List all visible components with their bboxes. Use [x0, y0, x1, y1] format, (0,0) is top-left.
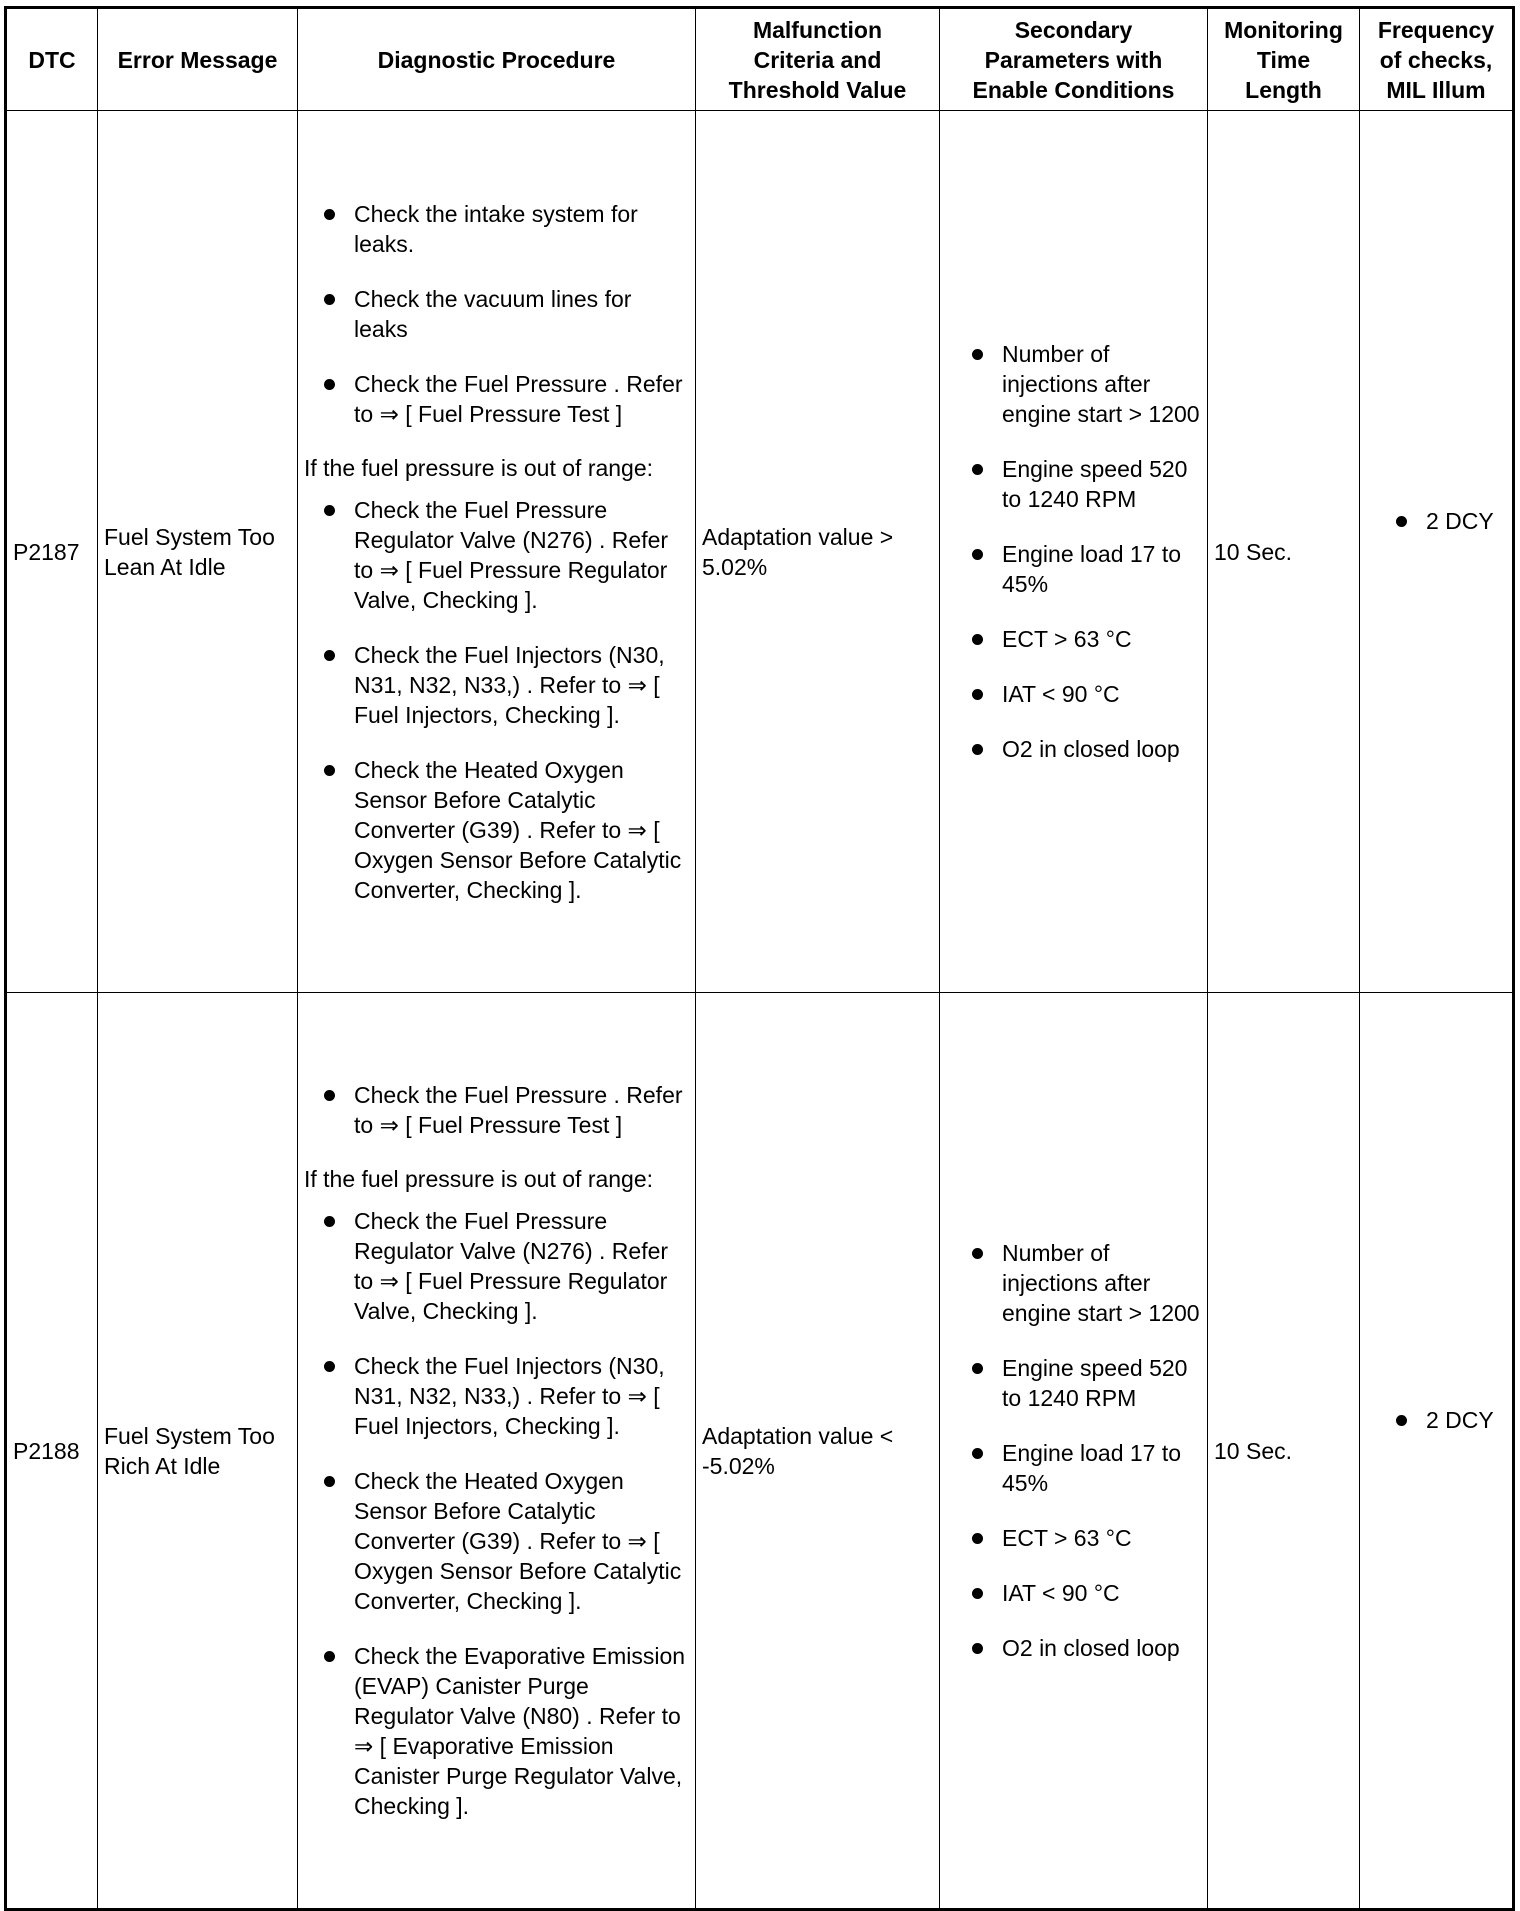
procedure-list [304, 1206, 687, 1821]
table-row [6, 993, 1514, 1910]
header-error-message: Error Message [98, 8, 298, 111]
list-item: Check the Fuel Injectors (N30, N31, N32, N33,) . Refer to ⇒ [ Fuel Injectors, Checking ]. [304, 640, 687, 730]
list-item: Engine speed 520 to 1240 RPM [946, 454, 1201, 514]
list-item: O2 in closed loop [946, 734, 1201, 764]
secondary-list [946, 1238, 1201, 1663]
dtc-table [4, 6, 1515, 1911]
procedure-note: If the fuel pressure is out of range: [304, 1166, 654, 1192]
monitoring-time: 10 Sec. [1208, 111, 1360, 993]
procedure-note: If the fuel pressure is out of range: [304, 454, 654, 481]
error-message: Fuel System Too Rich At Idle [98, 993, 298, 1910]
error-message: Fuel System Too Lean At Idle [98, 111, 298, 993]
list-item: IAT < 90 °C [946, 1578, 1201, 1608]
list-item: Check the Fuel Pressure . Refer to ⇒ [ Fuel Pressure Test ] [304, 369, 687, 429]
monitoring-time: 10 Sec. [1208, 993, 1360, 1910]
secondary-parameters [940, 111, 1208, 993]
table-row [6, 111, 1514, 993]
list-item: ECT > 63 °C [946, 1523, 1201, 1553]
list-item: Check the Heated Oxygen Sensor Before Catalytic Converter (G39) . Refer to ⇒ [ Oxygen Sensor Before Catalytic Converter, Checking ]. [304, 1466, 687, 1616]
list-item: Check the Heated Oxygen Sensor Before Catalytic Converter (G39) . Refer to ⇒ [ Oxygen Sensor Before Catalytic Converter, Checking ]. [304, 755, 687, 905]
procedure-list [304, 1080, 687, 1140]
list-item: Check the Fuel Pressure . Refer to ⇒ [ Fuel Pressure Test ] [304, 1080, 687, 1140]
header-frequency: Frequency of checks, MIL Illum [1360, 8, 1514, 111]
list-item: Engine speed 520 to 1240 RPM [946, 1353, 1201, 1413]
list-item: Check the vacuum lines for leaks [304, 284, 687, 344]
list-item: IAT < 90 °C [946, 679, 1201, 709]
list-item: Number of injections after engine start > 1200 [946, 339, 1201, 429]
header-row [6, 8, 1514, 111]
diagnostic-procedure [298, 111, 696, 993]
secondary-parameters [940, 993, 1208, 1910]
secondary-list [946, 339, 1201, 764]
frequency [1360, 993, 1514, 1910]
list-item: Engine load 17 to 45% [946, 539, 1201, 599]
malfunction-criteria: Adaptation value > 5.02% [696, 111, 940, 993]
list-item: O2 in closed loop [946, 1633, 1201, 1663]
frequency-list [1366, 506, 1506, 536]
list-item: Check the Evaporative Emission (EVAP) Canister Purge Regulator Valve (N80) . Refer to ⇒ [ Evaporative Emission Canister Purge Regulator Valve, Checking ]. [304, 1641, 687, 1821]
dtc-code: P2188 [6, 993, 98, 1910]
header-secondary-parameters: Secondary Parameters with Enable Conditions [940, 8, 1208, 111]
list-item: Check the Fuel Pressure Regulator Valve (N276) . Refer to ⇒ [ Fuel Pressure Regulator Valve, Checking ]. [304, 495, 687, 615]
list-item: Engine load 17 to 45% [946, 1438, 1201, 1498]
malfunction-criteria: Adaptation value < -5.02% [696, 993, 940, 1910]
header-monitoring-time: Monitoring Time Length [1208, 8, 1360, 111]
header-dtc: DTC [6, 8, 98, 111]
frequency [1360, 111, 1514, 993]
list-item: Check the intake system for leaks. [304, 199, 687, 259]
header-malfunction-criteria: Malfunction Criteria and Threshold Value [696, 8, 940, 111]
diagnostic-procedure [298, 993, 696, 1910]
header-diagnostic-procedure: Diagnostic Procedure [298, 8, 696, 111]
frequency-list [1366, 1405, 1506, 1435]
procedure-list [304, 199, 687, 429]
list-item: 2 DCY [1366, 1405, 1506, 1435]
list-item: Check the Fuel Pressure Regulator Valve (N276) . Refer to ⇒ [ Fuel Pressure Regulator Valve, Checking ]. [304, 1206, 687, 1326]
list-item: ECT > 63 °C [946, 624, 1201, 654]
list-item: Check the Fuel Injectors (N30, N31, N32, N33,) . Refer to ⇒ [ Fuel Injectors, Checking ]. [304, 1351, 687, 1441]
procedure-list [304, 495, 687, 905]
list-item: 2 DCY [1366, 506, 1506, 536]
dtc-code: P2187 [6, 111, 98, 993]
list-item: Number of injections after engine start > 1200 [946, 1238, 1201, 1328]
